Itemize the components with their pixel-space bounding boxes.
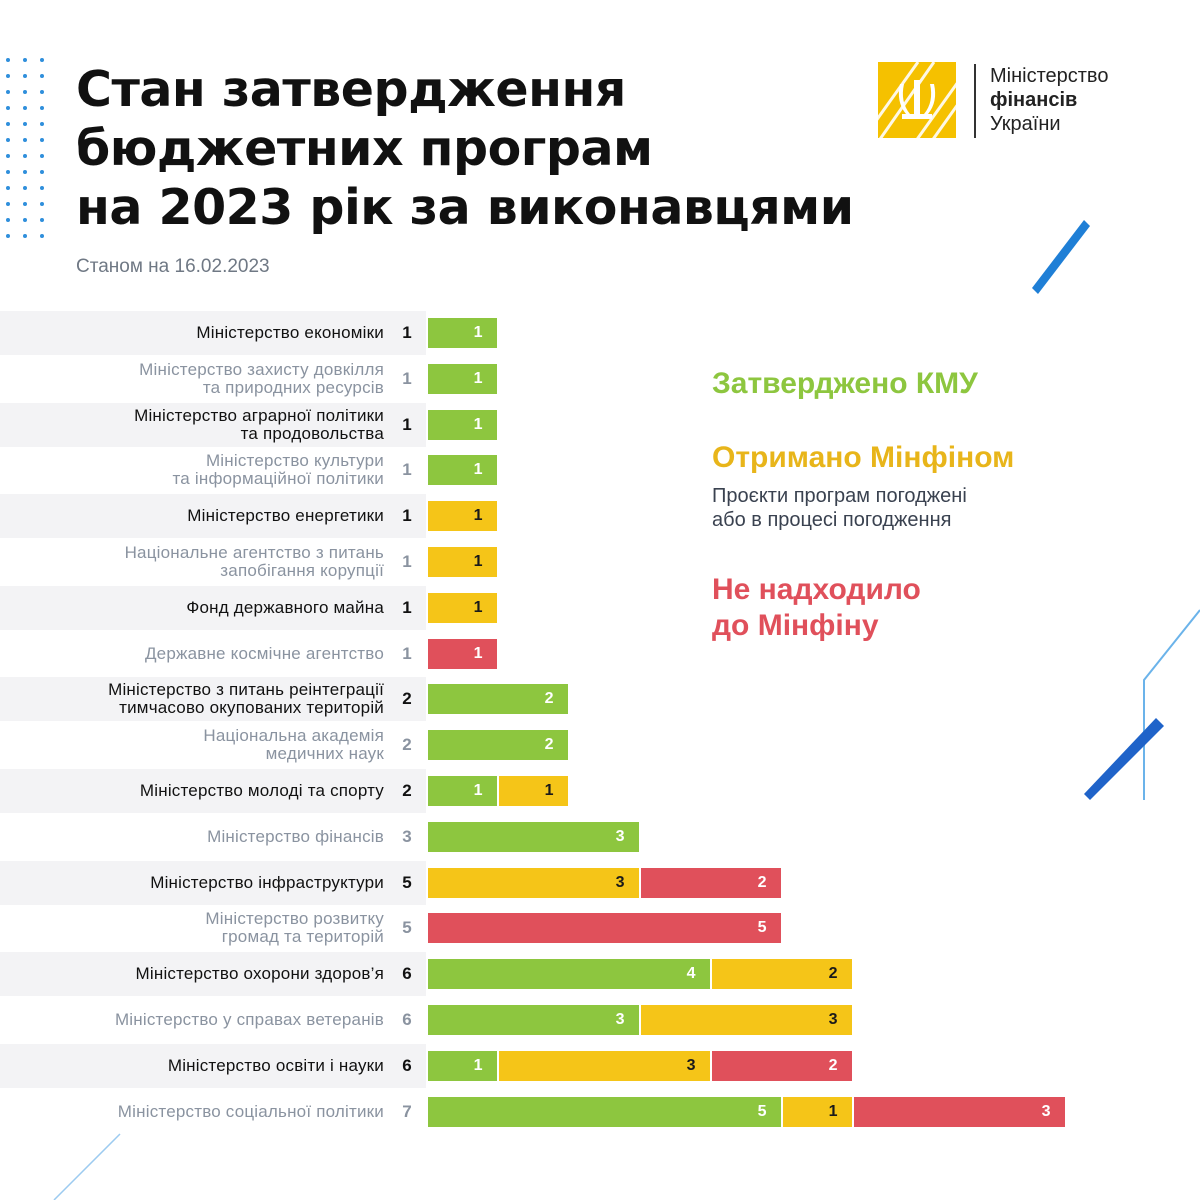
row-total: 5 (402, 918, 412, 938)
row-label-line: Міністерство інфраструктури (150, 872, 384, 892)
bar-value-label: 3 (1041, 1102, 1051, 1120)
bar-value-label: 1 (473, 1056, 483, 1074)
decorative-dot (23, 58, 27, 62)
decorative-dot (40, 154, 44, 158)
trident-emblem-icon (878, 62, 956, 138)
decorative-dot-grid (6, 58, 48, 248)
bar-value-label: 2 (828, 1056, 838, 1074)
decorative-dot (6, 106, 10, 110)
row-label-line: Національне агентство з питань (124, 543, 384, 562)
row-label-line: громад та територій (221, 927, 384, 947)
bar-value-label: 2 (544, 690, 554, 708)
row-total: 2 (402, 781, 412, 800)
row-label-line: Міністерство культури (205, 451, 384, 471)
logo-line-1: Міністерство (990, 65, 1109, 87)
row-label (0, 452, 384, 488)
bar-value-label: 1 (544, 782, 554, 799)
row-label-line: та природних ресурсів (202, 377, 384, 397)
logo-line-2: фінансів (990, 89, 1078, 111)
legend-received: Отримано Мінфіном (712, 441, 1015, 474)
row-label-line: тимчасово окупованих територій (119, 698, 384, 718)
decorative-dot (6, 170, 10, 174)
decorative-dot (23, 122, 27, 126)
row-label-line: Міністерство фінансів (207, 826, 384, 846)
decorative-dot (40, 186, 44, 190)
title-line-2: бюджетних програм (76, 120, 653, 177)
decorative-outline-shapes (1080, 600, 1200, 820)
row-label-line: Міністерство економіки (196, 323, 384, 342)
bar-value-label: 3 (615, 827, 625, 845)
row-label (0, 361, 384, 397)
bar-value-label: 1 (473, 415, 483, 433)
legend-note-line-2: або в процесі погодження (712, 509, 952, 531)
bar-value-label: 1 (473, 324, 483, 341)
row-label-line: Міністерство енергетики (187, 506, 384, 526)
row-total: 2 (402, 689, 412, 709)
bar-value-label: 1 (473, 553, 483, 570)
row-total: 5 (402, 872, 412, 892)
decorative-dot (6, 234, 10, 238)
row-label (0, 1103, 384, 1121)
bar-value-label: 2 (828, 965, 838, 983)
decorative-dot (23, 170, 27, 174)
row-total: 7 (402, 1101, 412, 1121)
bar-value-label: 3 (828, 1011, 838, 1028)
decorative-dot (6, 138, 10, 142)
row-total: 1 (402, 552, 412, 571)
row-label-line: медичних наук (265, 744, 384, 764)
row-label (0, 874, 384, 892)
row-label (0, 507, 384, 525)
row-label-line: Міністерство захисту довкілля (139, 359, 384, 379)
bar-value-label: 1 (473, 507, 483, 525)
legend-not-received (712, 572, 921, 644)
row-label-line: Міністерство з питань реінтеграції (108, 680, 384, 700)
decorative-outline-corner (40, 1130, 140, 1200)
logo-line-3: України (990, 113, 1061, 135)
bar-value-label: 1 (473, 644, 483, 662)
row-label-line: Міністерство освіти і науки (167, 1055, 384, 1075)
decorative-dot (6, 90, 10, 94)
decorative-dot (40, 90, 44, 94)
bar-value-label: 5 (757, 1102, 767, 1120)
row-label (0, 727, 384, 763)
row-label-line: Міністерство у справах ветеранів (114, 1010, 384, 1029)
decorative-dot (40, 74, 44, 78)
row-label-line: та інформаційної політики (172, 469, 384, 489)
title-line-1: Стан затвердження (76, 61, 626, 118)
row-total: 1 (402, 643, 412, 663)
row-label-line: запобігання корупції (220, 561, 384, 580)
decorative-dot (40, 170, 44, 174)
row-label (0, 544, 384, 580)
row-total: 1 (402, 460, 412, 480)
ministry-logo (878, 62, 1158, 140)
row-total: 6 (402, 1055, 412, 1075)
decorative-dot (23, 138, 27, 142)
row-label (0, 965, 384, 983)
row-total: 6 (402, 964, 412, 984)
bar-value-label: 1 (473, 369, 483, 387)
bar-value-label: 4 (686, 965, 696, 983)
row-label (0, 599, 384, 617)
bar-value-label: 2 (544, 736, 554, 754)
legend-received-note (712, 484, 967, 532)
as-of-date: Станом на 16.02.2023 (76, 256, 270, 277)
decorative-dot (23, 74, 27, 78)
decorative-dot (6, 202, 10, 206)
bar-value-label: 3 (686, 1056, 696, 1074)
row-label-line: Міністерство аграрної політики (134, 405, 384, 425)
row-label (0, 910, 384, 946)
decorative-dot (40, 58, 44, 62)
row-label (0, 324, 384, 342)
row-label-line: Національна академія (203, 726, 384, 746)
decorative-dot (40, 138, 44, 142)
decorative-dot (23, 202, 27, 206)
decorative-dot (40, 218, 44, 222)
row-label (0, 681, 384, 717)
bar-value-label: 1 (828, 1102, 838, 1120)
row-label-line: Міністерство молоді та спорту (139, 781, 384, 800)
decorative-dot (6, 154, 10, 158)
row-label-line: Міністерство соціальної політики (117, 1101, 384, 1121)
row-label-line: Міністерство охорони здоров’я (135, 964, 384, 984)
decorative-dot (23, 106, 27, 110)
row-total: 1 (402, 506, 412, 526)
bar-value-label: 5 (757, 919, 767, 937)
decorative-dot (40, 106, 44, 110)
row-total: 3 (402, 826, 412, 846)
row-label-line: Фонд державного майна (186, 597, 384, 617)
decorative-dot (6, 74, 10, 78)
row-total: 6 (402, 1010, 412, 1029)
row-total: 1 (402, 323, 412, 342)
decorative-dot (40, 234, 44, 238)
title-line-3: на 2023 рік за виконавцями (76, 179, 854, 236)
decorative-dot (23, 218, 27, 222)
bar-value-label: 1 (473, 598, 483, 616)
legend-approved: Затверджено КМУ (712, 367, 978, 400)
decorative-dot (23, 154, 27, 158)
bar-value-label: 3 (615, 873, 625, 891)
row-label-line: Міністерство розвитку (205, 909, 384, 929)
row-total: 1 (402, 597, 412, 617)
decorative-dot (6, 186, 10, 190)
decorative-blue-stripe (1030, 220, 1090, 300)
decorative-dot (40, 122, 44, 126)
bar-value-label: 1 (473, 782, 483, 799)
row-total: 1 (402, 414, 412, 434)
row-total: 1 (402, 368, 412, 388)
bar-value-label: 3 (615, 1011, 625, 1028)
page-title (76, 60, 896, 237)
decorative-dot (6, 58, 10, 62)
bar-value-label: 1 (473, 461, 483, 479)
decorative-dot (40, 202, 44, 206)
row-label (0, 828, 384, 846)
legend-not-received-line-1: Не надходило (712, 573, 921, 606)
decorative-dot (23, 90, 27, 94)
decorative-dot (6, 218, 10, 222)
bar-value-label: 2 (757, 873, 767, 891)
logo-divider (974, 64, 976, 138)
decorative-dot (23, 186, 27, 190)
legend-note-line-1: Проєкти програм погоджені (712, 485, 967, 507)
row-label (0, 407, 384, 443)
decorative-dot (6, 122, 10, 126)
row-label (0, 1011, 384, 1029)
row-total: 2 (402, 735, 412, 755)
row-label-line: та продовольства (240, 423, 384, 443)
logo-text (990, 64, 1108, 136)
legend-not-received-line-2: до Мінфіну (712, 609, 879, 642)
row-label (0, 782, 384, 800)
row-label (0, 645, 384, 663)
row-label (0, 1057, 384, 1075)
row-label-line: Державне космічне агентство (144, 643, 384, 663)
decorative-dot (23, 234, 27, 238)
